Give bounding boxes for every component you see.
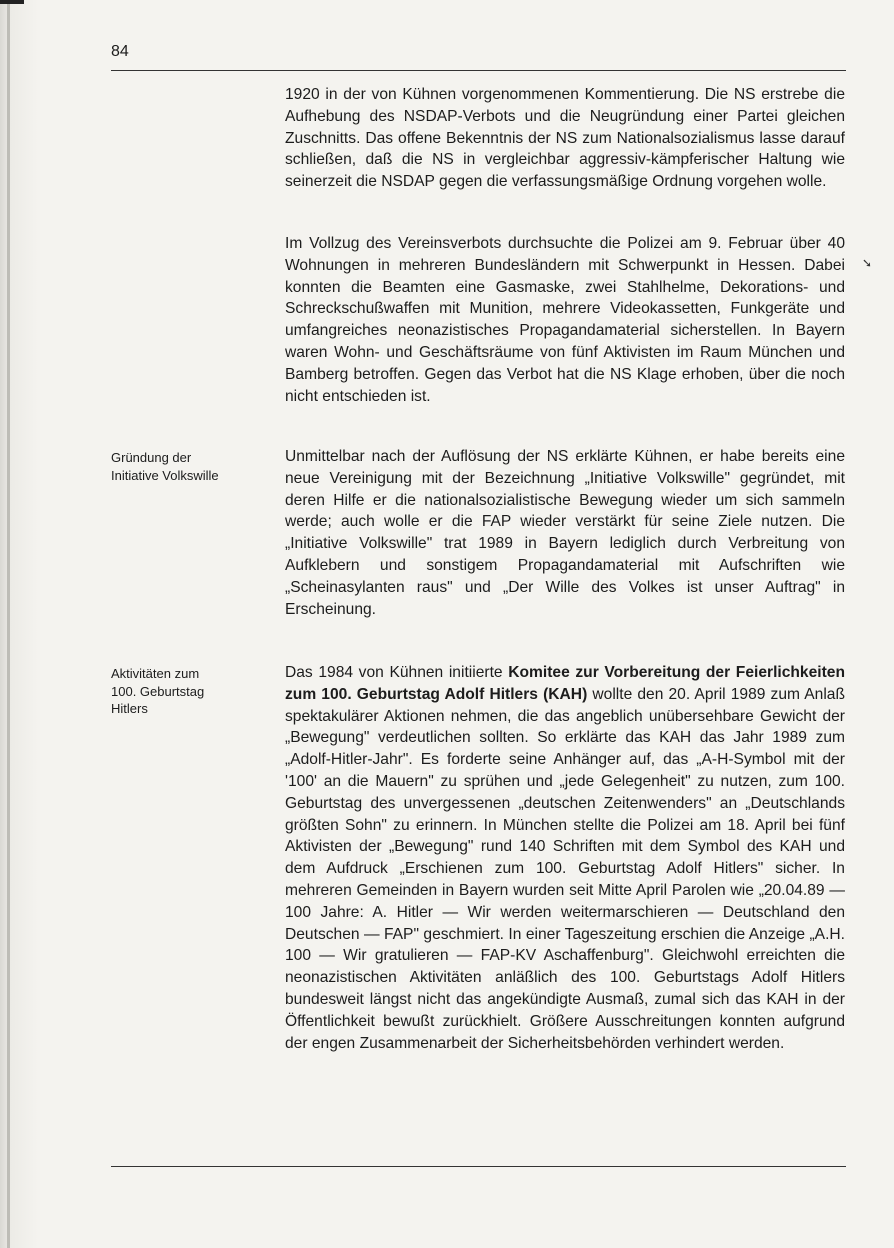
stray-arrow-mark: ➘ [862, 256, 873, 270]
margin-note-2-line-3: Hitlers [111, 701, 148, 716]
main-column-block-4 [285, 662, 845, 1054]
header-rule [111, 70, 846, 71]
main-column-block-1 [285, 84, 845, 193]
corner-mark [0, 0, 24, 4]
paragraph-4-body: wollte den 20. April 1989 zum Anlaß spektakulärer Aktionen nehmen, die das angeblich unübersehbare Gewicht der „Bewegung" verdeutlichen sollten. So erklärte das KAH das Jahr 1989 zum „Adolf-Hitler-Jahr". Es forderte seine Anhänger auf, das „A-H-Symbol mit der '100' an die Mauern" zu sprühen und „jede Gelegenheit" zu nutzen, zum 100. Geburtstag des unvergessenen „deutschen Zeitenwenders" an „Deutschlands größten Sohn" zu erinnern. In München stellte die Polizei am 18. April bei fünf Aktivisten der „Bewegung" rund 140 Schriften mit dem Symbol des KAH und dem Aufdruck „Erschienen zum 100. Geburtstag Adolf Hitlers" sicher. In mehreren Gemeinden in Bayern wurden seit Mitte April Parolen wie „20.04.89 — 100 Jahre: A. Hitler — Wir werden weitermarschieren — Deutschland den Deutschen — FAP" geschmiert. In einer Tageszeitung erschien die Anzeige „A.H. 100 — Wir gratulieren — FAP-KV Aschaffenburg". Gleichwohl erreichten die neonazistischen Aktivitäten anläßlich des 100. Geburtstags Adolf Hitlers bundesweit längst nicht das angekündigte Ausmaß, zumal sich das KAH in der Öffentlichkeit bewußt zurückhielt. Größere Ausschreitungen konnten aufgrund der engen Zusammenarbeit der Sicherheitsbehörden verhindert werden. [285, 685, 846, 1052]
margin-note-1-line-2: Initiative Volkswille [111, 467, 219, 483]
paragraph-4-intro: Das 1984 von Kühnen initiierte [285, 664, 509, 681]
kah-organization-name: Komitee zur Vorbereitung der Feierlichkeiten zum 100. Geburtstag Adolf Hitlers (KAH) [285, 664, 845, 703]
main-column-block-2 [285, 233, 845, 407]
margin-note-2 [111, 665, 271, 718]
paragraph-2: Im Vollzug des Vereinsverbots durchsuchte die Polizei am 9. Februar über 40 Wohnungen in mehreren Bundesländern mit Schwerpunkt in Hessen. Dabei konnten die Beamten eine Gasmaske, zwei Stahlhelme, Dekorations- und Schreckschußwaffen mit Munition, mehrere Videokassetten, Funkgeräte und umfangreiches neonazistisches Propagandamaterial sicherstellen. In Bayern waren Wohn- und Geschäftsräume von fünf Aktivisten im Raum München und Bamberg betroffen. Gegen das Verbot hat die NS Klage erhoben, über die noch nicht entschieden ist. [285, 235, 845, 405]
margin-note-1-line-1: Gründung der [111, 450, 192, 465]
paragraph-3: Unmittelbar nach der Auflösung der NS erklärte Kühnen, er habe bereits eine neue Vereinigung mit der Bezeichnung „Initiative Volkswille" gegründet, mit deren Hilfe er die nationalsozialistische Bewegung wieder um sich sammeln werde; auch wolle er die FAP wieder verstärkt für seine Ziele nutzen. Die „Initiative Volkswille" trat 1989 in Bayern lediglich durch Verbreitung von Aufklebern und sonstigem Propagandamaterial mit Aufschriften wie „Scheinasylanten raus" und „Der Wille des Volkes ist unser Auftrag" in Erscheinung. [285, 448, 845, 618]
margin-note-2-line-1: Aktivitäten zum [111, 666, 200, 681]
binding-edge [0, 0, 38, 1248]
paragraph-4 [285, 662, 845, 1054]
paragraph-1: 1920 in der von Kühnen vorgenommenen Kommentierung. Die NS erstrebe die Aufhebung des NSDAP-Verbots und die Neugründung einer Partei gleichen Zuschnitts. Das offene Bekenntnis der NS zum Nationalsozialismus lasse darauf schließen, daß die NS in vergleichbar aggressiv-kämpferischer Haltung wie seinerzeit die NSDAP gegen die verfassungsmäßige Ordnung vorgehen wolle. [285, 86, 845, 191]
main-column-block-3 [285, 446, 845, 620]
page-number: 84 [111, 43, 129, 60]
footer-rule [111, 1166, 846, 1167]
binding-line [7, 0, 10, 1248]
margin-note-2-line-2: 100. Geburtstag [111, 683, 205, 699]
margin-note-1 [111, 449, 271, 484]
